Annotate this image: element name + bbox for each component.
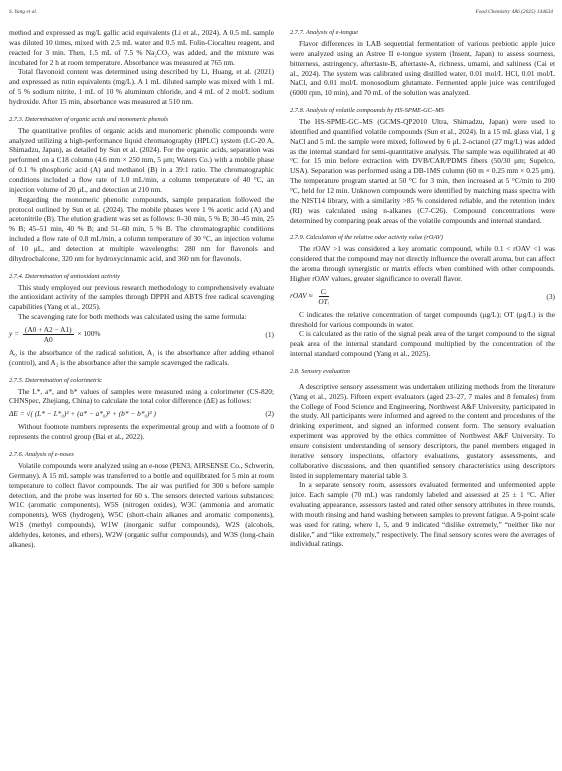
section-heading-2-7-4: 2.7.4. Determination of antioxidant activity <box>9 272 120 280</box>
equation-1 <box>9 325 274 344</box>
equation-3-numerator: Cᵢ <box>320 286 327 296</box>
section-heading-2-7-8: 2.7.8. Analysis of volatile compounds by HS-SPME-GC–MS <box>290 107 444 115</box>
paragraph-monomeric-phenols: Regarding the monomeric phenolic compounds, sample preparation followed the protocol outlined by Sun et al. (2024). The mobile phases were 1 % acetic acid (A) and acetonitrile (B). The elution gradient was set as follows: 0–30 min, 5 % B; 30–45 min, 25 % B; 45–51 min, 40 % B; and 51–60 min, 5 % B. The chromatographic conditions included a flow rate of 0.8 mL/min, a column temperature of 30 °C, an injection volume of 10 μL, and detection at multiple wavelengths: 280 nm for flavonols and dihydrochalcone, 320 nm for hydroxycinnamic acid, and 360 nm for flavonols. <box>9 194 274 263</box>
section-heading-2-8: 2.8. Sensory evaluation <box>290 367 350 375</box>
equation-3-fraction <box>316 287 331 306</box>
equation-1-tail: × 100% <box>77 329 101 339</box>
section-heading-2-7-9: 2.7.9. Calculation of the relative odor activity value (rOAV) <box>290 234 443 242</box>
running-header-journal: Food Chemistry 486 (2025) 144634 <box>475 9 553 15</box>
running-header-authors: S. Yang et al. <box>9 9 38 15</box>
paragraph-sensory-panel: A descriptive sensory assessment was undertaken utilizing methods from the literature (Yang et al., 2025). Fifteen expert evaluators (aged 23–27, 7 males and 8 females) from the College of Food Science and Engineering, Northwest A&F University, participated in the study. All participants were informed and agreed to the content and procedures of the drinking experiment, and signed an informed consent form. The sensory evaluation experiment was approved by the ethics committee of Northwest A&F University. To ensure consistent understanding of sensory descriptors, the panel members engaged in iterative sensory inspections, olfactory evaluations, gustatory assessments, and collaborative discussions, and then quantified sensory characteristics using descriptors listed in supplementary material table 3. <box>290 381 555 480</box>
equation-3-number: (3) <box>546 291 555 301</box>
left-column <box>9 28 274 550</box>
equation-1-denominator: A0 <box>43 334 53 344</box>
paragraph-organic-acids: The quantitative profiles of organic acids and monomeric phenolic compounds were analyzed utilizing a high-performance liquid chromatography (HPLC) system (LC-20 A, Shimadzu, Japan), as detailed by Sun et al. (2024). For the organic acids, separation was performed on a C18 column (4.6 mm × 250 mm, 5 μm; Waters Co.) with a mobile phase of 0.1 % phosphoric acid (A) and methanol (B) in a 39:1 ratio. The chromatographic conditions included a flow rate of 1.0 mL/min, a column temperature of 40 °C, an injection volume of 20 μL, and detection at 210 nm. <box>9 125 274 194</box>
paragraph-concentration-calculation: C is calculated as the ratio of the signal peak area of the target compound to the signal peak area of the internal standard compound multiplied by the concentration of the internal standard compound (Yang et al., 2025). <box>290 329 555 359</box>
equation-1-lhs: y = <box>9 329 20 339</box>
paragraph-e-tongue: Flavor differences in LAB sequential fermentation of various prebiotic apple juice were analyzed using an Astree II e-tongue system (Insent, Japan) to assess sourness, bitterness, astringency, aftertaste-B, aftertaste-A, richness, umami, and saltiness (Cai et al., 2024). The system was calibrated using distilled water, 0.01 mol/L HCl, 0.01 mol/L NaCl, and 0.01 mol/L monosodium glutamate. Fermented apple juice was centrifuged (6000 rpm, 10 min), and 70 mL of the solution was analyzed. <box>290 39 555 98</box>
equation-2-expression: ΔE = √( (L* − L*₀)² + (a* − a*₀)² + (b* − b*₀)² ) <box>9 409 156 419</box>
paragraph-e-nose: Volatile compounds were analyzed using an e-nose (PEN3, AIRSENSE Co., Schwerin, Germany). A 15 mL sample was transferred to a bottle and equilibrated for 5 min at room temperature to collect flavor compounds. The air was purified for 300 s before sample detection, and the probe was inserted for 60 s. The sensors detected various substances: W1C (aromatic components), W5S (nitrogen oxides), W3C (ammonia and aromatic components), W6S (hydrogen), W5C (short-chain alkanes and aromatic components), W1S (methyl compounds), W1W (inorganic sulfur compounds), W2S (alcohols, aldehydes, ketones, and ethers), W2W (organic sulfur compounds), and W3S (long-chain alkanes). <box>9 461 274 549</box>
paragraph-concentration-definition: C indicates the relative concentration of target compounds (μg/L); OT (μg/L) is the threshold for various compounds in water. <box>290 309 555 329</box>
right-column <box>290 28 555 549</box>
equation-1-fraction <box>23 325 74 344</box>
paragraph-total-flavonoid: Total flavonoid content was determined using described by Li, Huang, et al. (2021) and expressed as rutin equivalents (mg/L). A 1 mL diluted sample was mixed with 1 mL of 5 % sodium nitrite, 1 mL of 10 % aluminum chloride, and 4 mL of 2 mol/L sodium hydroxide. After 15 min, absorbance was measured at 510 nm. <box>9 67 274 106</box>
paragraph-footnote-groups: Without footnote numbers represents the experimental group and with a footnote of 0 represents the control group (Bai et al., 2022). <box>9 422 274 442</box>
section-heading-2-7-3: 2.7.3. Determination of organic acids and monomeric phenols <box>9 115 169 123</box>
equation-1-number: (1) <box>265 329 274 339</box>
paragraph-roav-definition: The rOAV >1 was considered a key aromatic compound, while 0.1 < rOAV <1 was considered that the compound may not directly influence the overall aroma, but can affect the aroma through synergistic or matrix effects when combined with other compounds. Higher rOAV values, greater significance to overall flavor. <box>290 244 555 283</box>
equation-3 <box>290 287 555 306</box>
paragraph-colorimeter: The L*, a*, and b* values of samples were measured using a colorimeter (CS-820; CHNSpec, Zhejiang, China) to calculate the total color difference (ΔE) as follows: <box>9 386 274 406</box>
section-heading-2-7-5: 2.7.5. Determination of colorimetric <box>9 376 103 384</box>
equation-3-denominator: OTᵢ <box>318 296 329 306</box>
paragraph-sensory-procedure: In a separate sensory room, assessors evaluated fermented and unfermented apple juice. Each sample (70 mL) was randomly labeled and assessed at 25 ± 1 °C. After evaluating appearance, assessors tasted and rated other sensory attributes in three rounds, with mouth rinsing and hand washing between samples to prevent fatigue. A 9-point scale was used for rating, where 1, 5, and 9 indicated “dislike extremely,” “neither like nor dislike,” and “like extremely,” respectively. The final sensory scores were the averages of individual ratings. <box>290 480 555 549</box>
equation-1-numerator: (A0 + A2 − A1) <box>24 324 72 334</box>
equation-2-number: (2) <box>265 409 274 419</box>
equation-3-lhs: rOAV ≈ <box>290 290 313 300</box>
paragraph-antioxidant: This study employed our previous research methodology to comprehensively evaluate the antioxidant activity of the samples through DPPH and ABTS free radical scavenging capabilities (Yang et al., 2025). <box>9 282 274 312</box>
section-heading-2-7-7: 2.7.7. Analysis of e-tongue <box>290 29 359 36</box>
paragraph-phenolic-method: method and expressed as mg/L gallic acid equivalents (Li et al., 2024). A 0.5 mL sample was diluted 10 times, mixed with 2.5 mL water and 0.5 mL Folin-Ciocalteu reagent, and reacted for 3 min. Then, 1.5 mL of 7.5 % Na₂CO₃ was added, and the mixture was incubated for 2 h at room temperature. Absorbance was measured at 765 nm. <box>9 28 274 67</box>
paragraph-hs-spme-gc-ms: The HS-SPME-GC–MS (GCMS-QP2010 Ultra, Shimadzu, Japan) were used to identified and quantified volatile compounds (Sun et al., 2024). In a 15 mL glass vial, 1 g NaCl and 5 mL the sample were mixed, followed by 6 μL 2-octanol (27 mg/L) was added as the internal standard for semi-quantitative analysis. The sample was equilibrated at 40 °C for 15 min before extraction with DVB/CAR/PDMS fibers (50/30 μm; Supelco, USA). Separation was performed using a DB-1MS column (60 m × 0.25 mm × 0.25 μm). The temperature program started at 50 °C for 3 min, then increased at 5 °C/min to 200 °C, held for 12 min. Unknown compounds were identified by matching mass spectra with the NIST14 library, with a similarity >85 % considered reliable, and the retention index (RI) was calculated using n-alkanes (C7-C26). Compound concentrations were determined by comparing peak areas of the volatile compounds and internal standard. <box>290 117 555 225</box>
paragraph-absorbance-definitions: A₀ is the absorbance of the radical solution, A₁ is the absorbance after adding ethanol (control), and A₂ is the absorbance after the sample scavenged the radicals. <box>9 347 274 367</box>
paragraph-scavenging-formula-intro: The scavenging rate for both methods was calculated using the same formula: <box>18 312 247 322</box>
section-heading-2-7-6: 2.7.6. Analysis of e-noses <box>9 451 74 458</box>
equation-2 <box>9 409 274 418</box>
